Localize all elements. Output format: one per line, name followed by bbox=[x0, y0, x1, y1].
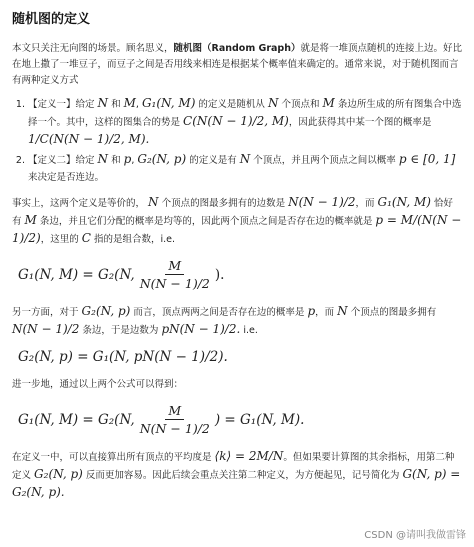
math-p: p bbox=[123, 152, 132, 166]
def1-text: 个顶点和 bbox=[281, 99, 320, 110]
fraction bbox=[137, 403, 213, 436]
equivalence-paragraph bbox=[12, 194, 462, 248]
math-range: p ∈ [0, 1] bbox=[398, 152, 456, 166]
math-N: N bbox=[97, 96, 109, 110]
math-edges: pN(N − 1)/2. bbox=[161, 322, 241, 336]
equation-1 bbox=[18, 258, 462, 291]
para3-text: 条边，于是边数为 bbox=[82, 325, 159, 336]
para2-text: 事实上，这两个定义是等价的， bbox=[12, 198, 146, 209]
third-paragraph: 进一步地，通过以上两个公式可以得到： bbox=[12, 379, 184, 390]
para2-text: ，而 bbox=[355, 198, 375, 209]
def1-text: 的定义是随机从 bbox=[198, 99, 265, 110]
def1-text: ，因此获得其中某一个图的概率是 bbox=[288, 117, 432, 128]
math-g2: G₂(N, p) bbox=[137, 152, 187, 166]
equation-2 bbox=[18, 349, 462, 365]
math-M: M bbox=[24, 213, 37, 227]
def2-text: 的定义是有 bbox=[189, 155, 237, 166]
eq1-rhs: ). bbox=[214, 266, 225, 283]
def2-text: 个顶点，并且两个顶点之间以概率 bbox=[253, 155, 396, 166]
math-max-edges: N(N − 1)/2 bbox=[288, 195, 356, 209]
second-paragraph bbox=[12, 303, 462, 339]
para3-text: i.e. bbox=[243, 325, 258, 336]
def2-text: 【定义二】给定 bbox=[28, 155, 95, 166]
fraction-denominator: N(N − 1)/2 bbox=[139, 276, 210, 291]
def2-text: 来决定是否连边。 bbox=[28, 172, 105, 183]
fraction-denominator: N(N − 1)/2 bbox=[139, 421, 210, 436]
fraction-numerator: M bbox=[165, 403, 184, 420]
math-N: N bbox=[239, 152, 251, 166]
fraction-numerator: M bbox=[165, 258, 184, 275]
para2-text: ，这里的 bbox=[40, 234, 79, 245]
math-M: M bbox=[123, 96, 136, 110]
para5-text: 反而更加容易。因此后续会重点关注第二种定义，为方便起见，记号简化为 bbox=[85, 470, 400, 481]
math-C: C bbox=[81, 231, 91, 245]
para3-text: ，而 bbox=[315, 307, 335, 318]
math-avg-degree: ⟨k⟩ = 2M/N bbox=[214, 449, 284, 463]
intro-paragraph bbox=[12, 41, 462, 89]
math-p-eq: p = M/(N(N − 1)/2) bbox=[12, 213, 462, 245]
math-count: C(N(N − 1)/2, M) bbox=[183, 114, 289, 128]
math-M: M bbox=[322, 96, 335, 110]
math-g2: G₂(N, p) bbox=[81, 304, 131, 318]
definition-item: 2. 【定义二】给定 N 和 p, G₂(N, p) 的定义是有 N 个顶点，并且两个顶点之间以概率 p ∈ [0, 1] 来决定是否连边。 bbox=[28, 151, 462, 186]
math-notation: G(N, p) = G₂(N, p). bbox=[12, 467, 461, 499]
math-g2: G₂(N, p) bbox=[34, 467, 83, 481]
para3-text: 另一方面，对于 bbox=[12, 307, 79, 318]
eq3-lhs: G₁(N, M) = G₂(N, bbox=[18, 411, 135, 428]
final-paragraph bbox=[12, 448, 462, 502]
para5-text: 在定义一中，可以直接算出所有顶点的平均度是 bbox=[12, 452, 212, 463]
csdn-watermark: CSDN @请叫我做雷锋 bbox=[364, 530, 466, 541]
intro-text-before: 本文只关注无向图的场景。顾名思义， bbox=[12, 43, 174, 54]
para2-text: 条边，并且它们分配的概率是均等的，因此两个顶点之间是否存在边的概率就是 bbox=[39, 216, 373, 227]
def2-text: 和 bbox=[111, 155, 121, 166]
intro-text-after: 就是将一堆顶点随机的连接上边。好比在地上撒了一堆豆子，而豆子之间是否用线来相连是根据某个概率值来确定的。通常来说，对于随机图而言有两种定义方式 bbox=[12, 43, 463, 86]
equation-3 bbox=[18, 403, 462, 436]
para5-text: 。但如果要计算图的其余指标，用第二种定义 bbox=[12, 452, 455, 481]
eq1-lhs: G₁(N, M) = G₂(N, bbox=[18, 266, 135, 283]
math-g1: G₁(N, M) bbox=[377, 195, 431, 209]
intro-bold-term: 随机图（Random Graph） bbox=[173, 43, 301, 54]
math-max-edges: N(N − 1)/2 bbox=[12, 322, 80, 336]
math-N: N bbox=[267, 96, 279, 110]
para3-text: 个顶点的图最多拥有 bbox=[350, 307, 437, 318]
eq3-rhs: ) = G₁(N, M). bbox=[214, 411, 305, 428]
math-N: N bbox=[148, 195, 159, 209]
math-prob: 1/C(N(N − 1)/2, M). bbox=[28, 132, 150, 146]
def1-text: 【定义一】给定 bbox=[28, 99, 95, 110]
para2-text: 指的是组合数，i.e. bbox=[93, 234, 175, 245]
math-N: N bbox=[97, 152, 109, 166]
fraction bbox=[137, 258, 213, 291]
page-title: 随机图的定义 bbox=[12, 12, 91, 27]
para2-text: 个顶点的图最多拥有的边数是 bbox=[161, 198, 286, 209]
para3-text: 而言，顶点两两之间是否存在边的概率是 bbox=[133, 307, 305, 318]
definition-list bbox=[12, 95, 462, 186]
math-N: N bbox=[337, 304, 348, 318]
def1-text: 条边所生成的所有图集合中选择一个。其中，这样的图集合的势是 bbox=[28, 99, 462, 128]
para2-text: 恰好有 bbox=[12, 198, 453, 227]
def1-text: 和 bbox=[111, 99, 121, 110]
math-p: p bbox=[307, 304, 316, 318]
eq2-formula: G₂(N, p) = G₁(N, pN(N − 1)/2). bbox=[18, 349, 228, 365]
math-g1: G₁(N, M) bbox=[141, 96, 196, 110]
definition-item: 1. 【定义一】给定 N 和 M, G₁(N, M) 的定义是随机从 N 个顶点和 M 条边所生成的所有图集合中选择一个。其中，这样的图集合的势是 C(N(N − 1)/2, M)，因此获得其中某一个图的概率是 1/C(N(N − 1)/2, M). bbox=[28, 95, 462, 149]
